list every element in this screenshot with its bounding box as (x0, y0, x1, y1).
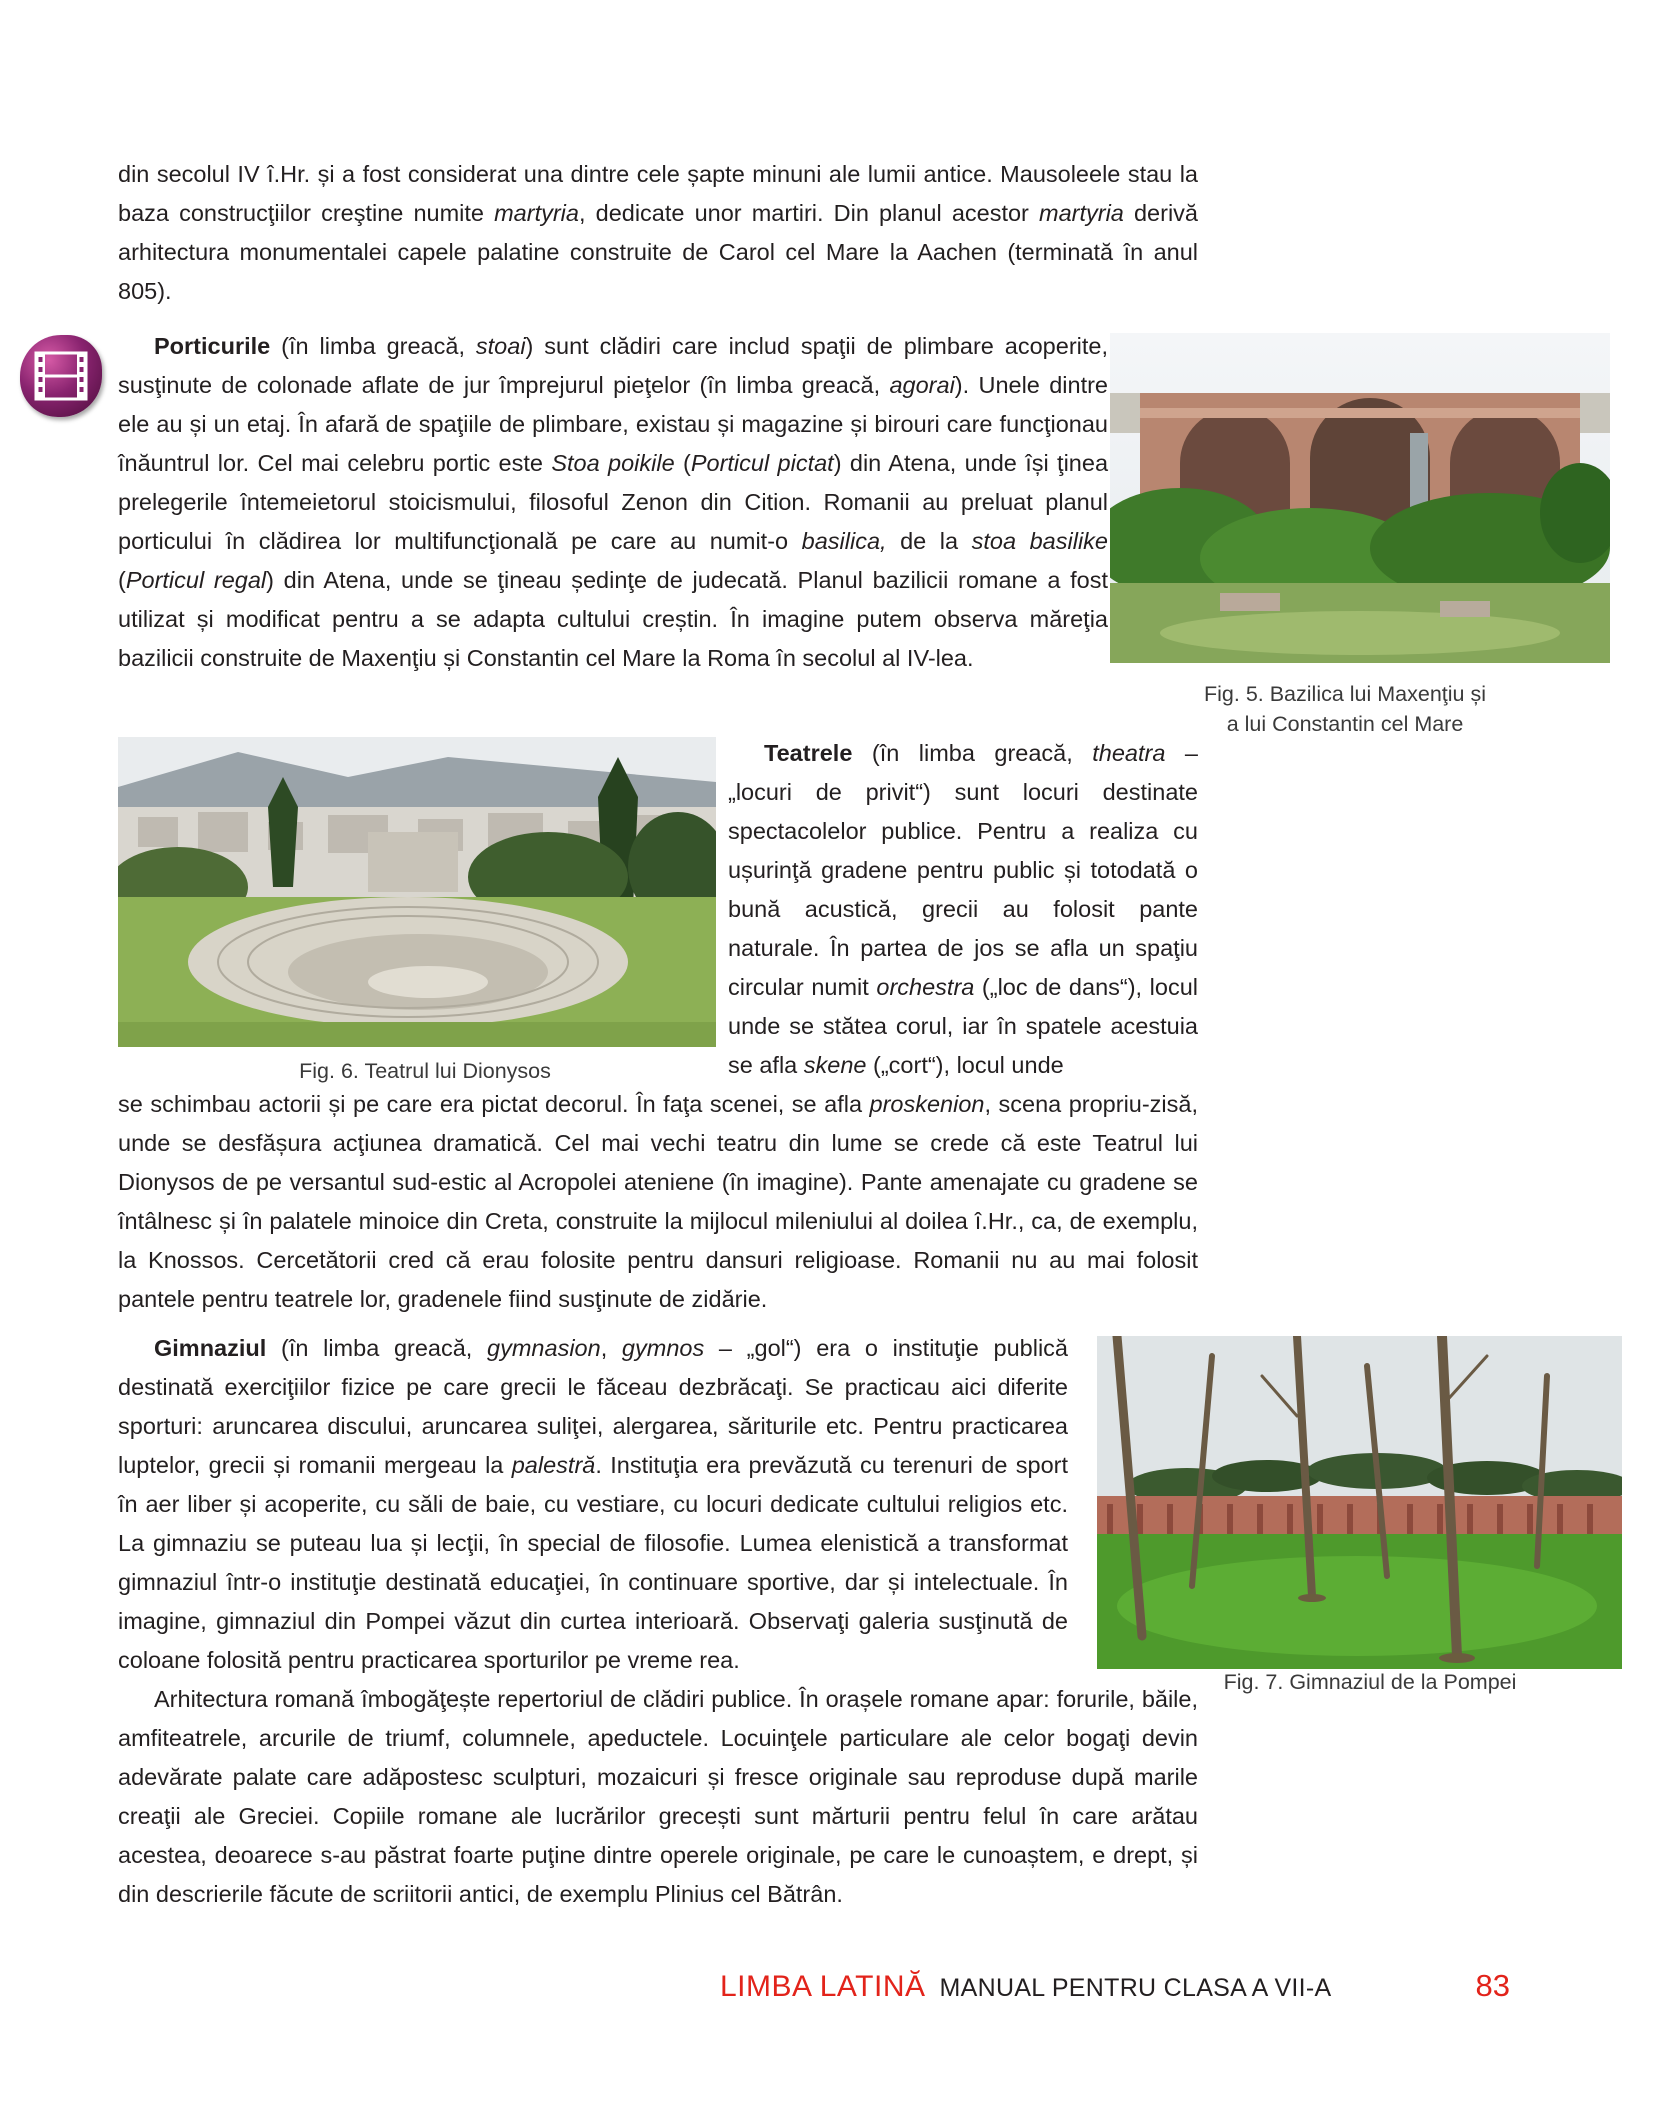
paragraph-gimnaziul: Gimnaziul (în limba greacă, gymnasion, gymnos – „gol“) era o instituţie publică destinată exerciţiilor fizice pe care grecii le făceau dezbrăcaţi. Se practicau aici diferite sporturi: aruncarea discului, aruncarea suliţei, alergarea, săriturile etc. Pentru practicarea luptelor, grecii și romanii mergeau la palestră. Instituţia era prevăzută cu terenuri de sport în aer liber și acoperite, cu săli de baie, cu vestiare, cu locuri dedicate cultului religios etc. La gimnaziu se puteau lua și lecţii, în special de filosofie. Lumea elenistică a transformat gimnaziul într-o instituţie destinată educaţiei, în continuare sportive, dar și intelectuale. În imagine, gimnaziul din Pompei văzut din curtea interioară. Observaţi galeria susţinută de coloane folosită pentru practicarea sporturilor pe vreme rea. (118, 1335, 1068, 1673)
fig6-float-spacer (118, 734, 728, 1066)
page-number: 83 (1475, 1968, 1510, 2003)
page-footer (720, 1968, 1510, 2012)
fig6-caption: Fig. 6. Teatrul lui Dionysos (299, 1059, 551, 1083)
paragraph-mausolee: din secolul IV î.Hr. și a fost considerat una dintre cele șapte minuni ale lumii antice. Mausoleele stau la baza construcţiilor creştine numite martyria, dedicate unor martiri. Din planul acestor martyria derivă arhitectura monumentalei capele palatine construite de Carol cel Mare la Aachen (terminată în anul 805). (118, 161, 1198, 304)
gymnasium-photo (1097, 1336, 1622, 1669)
paragraph-porticurile: Porticurile (în limba greacă, stoai) sunt clădiri care includ spaţii de plimbare acoperite, susţinute de colonade aflate de jur împrejurul pieţelor (în limba greacă, agorai). Unele dintre ele au și un etaj. În afară de spaţiile de plimbare, existau și magazine și birouri care funcţionau înăuntrul lor. Cel mai celebru portic este Stoa poikile (Porticul pictat) din Atena, unde își ţinea prelegerile întemeietorul stoicismului, filosoful Zenon din Cition. Romanii au preluat planul porticului în clădirea lor multifuncţională pe care au numit-o basilica, de la stoa basilike (Porticul regal) din Atena, unde se ţineau ședinţe de judecată. Planul bazilicii romane a fost utilizat și modificat pentru a se adapta cultului creștin. În imagine putem observa măreţia bazilicii construite de Maxenţiu și Constantin cel Mare la Roma în secolul al IV-lea. (118, 333, 1109, 671)
basilica-photo (1110, 333, 1610, 663)
fig5-caption: Fig. 5. Bazilica lui Maxenţiu și a lui Constantin cel Mare (1204, 682, 1486, 736)
film-icon[interactable] (20, 335, 102, 417)
book-subtitle: MANUAL PENTRU CLASA A VII-A (939, 1974, 1332, 2002)
paragraph-teatrele: Teatrele (în limba greacă, theatra – „locuri de privit“) sunt locuri destinate spectacolelor publice. Pentru a realiza cu ușurinţă gradene pentru public și totodată o bună acustică, grecii au folosit pante naturale. În partea de jos se afla un spaţiu circular numit orchestra („loc de dans“), locul unde se stătea corul, iar în spatele acestuia se afla skene („cort“), locul unde se schimbau actorii și pe care era pictat decorul. În faţa scenei, se afla proskenion, scena propriu-zisă, unde se desfășura acţiunea dramatică. Cel mai vechi teatru din lume se crede că este Teatrul lui Dionysos de pe versantul sud-estic al Acropolei ateniene (în imagine). Pante amenajate cu gradene se întâlnesc și în palatele minoice din Creta, construite la mijlocul mileniului al doilea î.Hr., ca, de exemplu, la Knossos. Cercetătorii cred că erau folosite pentru dansuri religioase. Romanii nu au mai folosit pantele pentru teatrele lor, gradenele fiind susţinute de zidărie. (118, 734, 1198, 1319)
paragraph-arhitectura: Arhitectura romană îmbogăţește repertoriul de clădiri publice. În orașele romane apar: forurile, băile, amfiteatrele, arcurile de triumf, columnele, apeductele. Locuinţele particulare ale celor bogaţi devin adevărate palate care adăpostesc sculpturi, mozaicuri și fresce originale sau reproduse după marile creaţii ale Greciei. Copiile romane ale lucrărilor grecești sunt mărturii pentru felul în care arătau acestea, deoarece s-au păstrat foarte puţine dintre operele originale, pe care le cunoaștem, e drept, și din descrierile făcute de scriitorii antici, de exemplu Plinius cel Bătrân. (118, 1686, 1198, 1907)
book-title: LIMBA LATINĂ (720, 1970, 926, 2003)
fig7-caption: Fig. 7. Gimnaziul de la Pompei (1223, 1670, 1517, 1694)
